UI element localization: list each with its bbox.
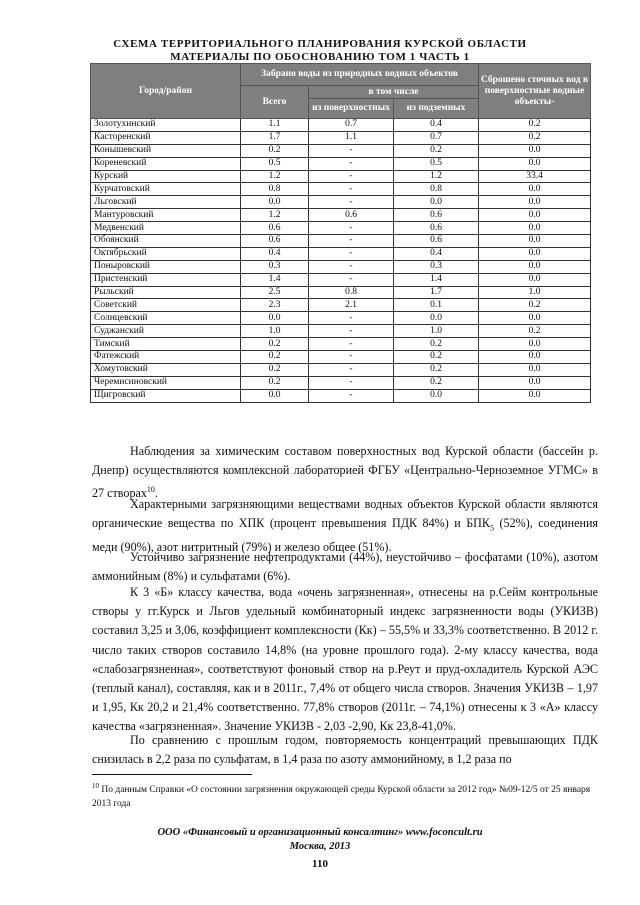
table-row <box>91 273 591 286</box>
cell-total: 0.5 <box>241 157 309 170</box>
cell-dumped: 0.0 <box>479 260 591 273</box>
paragraph-4: К 3 «Б» классу качества, вода «очень загрязненная», отнесены на р.Сейм контрольные створы у гг.Курск и Льгов удельный комбинаторный индекс загрязненности воды (УКИЗВ) составил 3,25 и 3,06, коэффициент комплексности (Кк) – 55,5% и 33,3% соответственно. В 2012 г. число таких створов составило 14,8% (на уровне прошлого года). 2-му классу качества, вода «слабозагрязненная», соответствуют фоновый створ на р.Реут и пруд-охладитель Курской АЭС (теплый канал), составляя, как и в 2011г., 7,4% от общего числа створов. Значения УКИЗВ – 1,97 и 1,95, Кк 20,2 и 21,4% соответственно. 77,8% створов (2011г. – 74,1%) отнесены к 3 «А» классу качества «загрязненная». Значение УКИЗВ - 2,03 -2,90, Кк 23,8-41,0%. <box>92 585 598 734</box>
cell-underground: 0.3 <box>394 260 479 273</box>
cell-total: 1.2 <box>241 209 309 222</box>
cell-underground: 0.6 <box>394 209 479 222</box>
table-row <box>91 222 591 235</box>
table-row <box>91 247 591 260</box>
cell-total: 0.0 <box>241 389 309 402</box>
table-row <box>91 325 591 338</box>
cell-underground: 0.4 <box>394 119 479 132</box>
table-row <box>91 209 591 222</box>
cell-underground: 1.7 <box>394 286 479 299</box>
cell-city: Льговский <box>91 196 241 209</box>
cell-total: 0.4 <box>241 247 309 260</box>
cell-dumped: 33.4 <box>479 170 591 183</box>
cell-surface: - <box>309 235 394 248</box>
cell-total: 1.0 <box>241 325 309 338</box>
cell-total: 2.5 <box>241 286 309 299</box>
cell-total: 0.6 <box>241 235 309 248</box>
cell-city: Касторенский <box>91 131 241 144</box>
cell-underground: 0.7 <box>394 131 479 144</box>
table-row <box>91 351 591 364</box>
cell-dumped: 0.0 <box>479 312 591 325</box>
cell-total: 1.7 <box>241 131 309 144</box>
col-header-city: Город/район <box>91 64 241 119</box>
cell-surface: - <box>309 351 394 364</box>
table-row <box>91 376 591 389</box>
cell-surface: - <box>309 376 394 389</box>
col-header-surface: из поверхностных <box>309 99 394 119</box>
cell-surface: - <box>309 196 394 209</box>
cell-city: Мантуровский <box>91 209 241 222</box>
cell-city: Курский <box>91 170 241 183</box>
table-row <box>91 119 591 132</box>
cell-surface: 0.8 <box>309 286 394 299</box>
cell-total: 2.3 <box>241 299 309 312</box>
cell-total: 0.2 <box>241 363 309 376</box>
cell-underground: 1.0 <box>394 325 479 338</box>
cell-city: Медвенский <box>91 222 241 235</box>
table-row <box>91 183 591 196</box>
cell-dumped: 0.0 <box>479 338 591 351</box>
table-row <box>91 312 591 325</box>
cell-dumped: 0.0 <box>479 235 591 248</box>
cell-surface: - <box>309 312 394 325</box>
paragraph-3: Устойчиво загрязнение нефтепродуктами (44%), неустойчиво – фосфатами (10%), азотом аммонийным (8%) и сульфатами (6%). <box>92 550 598 584</box>
cell-dumped: 0.0 <box>479 144 591 157</box>
table-row <box>91 144 591 157</box>
footer-company: ООО «Финансовый и организационный консалтинг» www.foconcult.ru <box>157 827 483 838</box>
footer-city-year: Москва, 2013 <box>289 841 351 852</box>
cell-dumped: 0.0 <box>479 222 591 235</box>
table-row <box>91 389 591 402</box>
cell-underground: 0.2 <box>394 338 479 351</box>
col-header-including: в том числе <box>309 86 479 99</box>
cell-city: Пристенский <box>91 273 241 286</box>
cell-underground: 1.2 <box>394 170 479 183</box>
water-usage-table <box>90 63 591 403</box>
table-row <box>91 196 591 209</box>
cell-dumped: 0.0 <box>479 247 591 260</box>
cell-total: 0.8 <box>241 183 309 196</box>
cell-city: Фатежский <box>91 351 241 364</box>
cell-dumped: 1.0 <box>479 286 591 299</box>
footnote-separator <box>92 774 252 775</box>
document-header-subtitle: МАТЕРИАЛЫ ПО ОБОСНОВАНИЮ ТОМ 1 ЧАСТЬ 1 <box>170 51 470 63</box>
cell-surface: - <box>309 144 394 157</box>
cell-underground: 0.5 <box>394 157 479 170</box>
col-header-underground: из подземных <box>394 99 479 119</box>
cell-underground: 0.1 <box>394 299 479 312</box>
page-number: 110 <box>312 858 328 870</box>
cell-underground: 0.6 <box>394 235 479 248</box>
cell-dumped: 0.0 <box>479 157 591 170</box>
table-row <box>91 131 591 144</box>
paragraph-1: Наблюдения за химическим составом поверхностных вод Курской области (бассейн р. Днепр) осуществляются комплексной лабораторией ФГБУ «Центрально-Черноземное УГМС» в 27 створах$^{10}$. <box>92 444 598 501</box>
cell-dumped: 0.0 <box>479 351 591 364</box>
cell-dumped: 0.0 <box>479 363 591 376</box>
cell-city: Октябрьский <box>91 247 241 260</box>
cell-surface: - <box>309 389 394 402</box>
cell-underground: 0.2 <box>394 351 479 364</box>
cell-surface: 2.1 <box>309 299 394 312</box>
cell-surface: - <box>309 247 394 260</box>
col-header-total: Всего <box>241 86 309 119</box>
paragraph-5: По сравнению с прошлым годом, повторяемость концентраций превышающих ПДК снизилась в 2,2 раза по сульфатам, в 1,4 раза по азоту аммонийному, в 1,2 раза по <box>92 733 598 767</box>
cell-city: Рыльский <box>91 286 241 299</box>
table-row <box>91 286 591 299</box>
table-row <box>91 260 591 273</box>
cell-city: Щигровский <box>91 389 241 402</box>
cell-dumped: 0.0 <box>479 209 591 222</box>
cell-total: 1.4 <box>241 273 309 286</box>
col-header-dumped: Сброшено сточных вод в поверхностные водные объекты- <box>479 64 591 119</box>
cell-underground: 0.2 <box>394 376 479 389</box>
cell-underground: 0.6 <box>394 222 479 235</box>
cell-city: Золотухинский <box>91 119 241 132</box>
cell-total: 0.2 <box>241 338 309 351</box>
cell-underground: 0.4 <box>394 247 479 260</box>
cell-surface: - <box>309 170 394 183</box>
cell-underground: 0.0 <box>394 312 479 325</box>
cell-dumped: 0.2 <box>479 131 591 144</box>
cell-total: 0.2 <box>241 144 309 157</box>
cell-surface: - <box>309 260 394 273</box>
cell-surface: - <box>309 157 394 170</box>
paragraph-2: Характерными загрязняющими веществами водных объектов Курской области являются органические вещества по ХПК (процент превышения ПДК 84%) и $БПК_5$ (52%), соединения меди (90%), азот нитритный (79%) и железо общее (51%). <box>92 497 598 554</box>
cell-underground: 0.0 <box>394 389 479 402</box>
cell-dumped: 0.0 <box>479 389 591 402</box>
cell-underground: 1.4 <box>394 273 479 286</box>
cell-dumped: 0.0 <box>479 196 591 209</box>
cell-city: Кореневский <box>91 157 241 170</box>
cell-total: 0.2 <box>241 376 309 389</box>
cell-underground: 0.2 <box>394 144 479 157</box>
cell-surface: - <box>309 325 394 338</box>
footnote: $^{10}$ По данным Справки «О состоянии загрязнения окружающей среды Курской области за 2012 год» №09-12/5 от 25 января 2013 года <box>92 782 591 810</box>
cell-city: Суджанский <box>91 325 241 338</box>
cell-city: Солнцевский <box>91 312 241 325</box>
table-row <box>91 363 591 376</box>
document-header-title: СХЕМА ТЕРРИТОРИАЛЬНОГО ПЛАНИРОВАНИЯ КУРСКОЙ ОБЛАСТИ <box>113 38 527 50</box>
table-row <box>91 338 591 351</box>
cell-underground: 0.2 <box>394 363 479 376</box>
cell-dumped: 0.0 <box>479 273 591 286</box>
cell-total: 0.3 <box>241 260 309 273</box>
cell-surface: - <box>309 222 394 235</box>
cell-total: 0.6 <box>241 222 309 235</box>
cell-city: Поныровский <box>91 260 241 273</box>
cell-city: Хомутовский <box>91 363 241 376</box>
cell-surface: 0.7 <box>309 119 394 132</box>
cell-city: Курчатовский <box>91 183 241 196</box>
cell-dumped: 0.2 <box>479 119 591 132</box>
cell-city: Черемисиновский <box>91 376 241 389</box>
col-header-taken: Забрано воды из природных водных объектов <box>241 64 479 86</box>
cell-dumped: 0.2 <box>479 299 591 312</box>
cell-total: 0.0 <box>241 312 309 325</box>
cell-surface: - <box>309 338 394 351</box>
cell-city: Советский <box>91 299 241 312</box>
cell-total: 1.1 <box>241 119 309 132</box>
table-row <box>91 235 591 248</box>
cell-total: 0.2 <box>241 351 309 364</box>
cell-surface: 1.1 <box>309 131 394 144</box>
cell-surface: - <box>309 183 394 196</box>
cell-surface: 0.6 <box>309 209 394 222</box>
cell-city: Обоянский <box>91 235 241 248</box>
table-row <box>91 299 591 312</box>
cell-dumped: 0.0 <box>479 183 591 196</box>
cell-dumped: 0.0 <box>479 376 591 389</box>
table-row <box>91 170 591 183</box>
cell-total: 0.0 <box>241 196 309 209</box>
cell-dumped: 0.2 <box>479 325 591 338</box>
cell-city: Тимский <box>91 338 241 351</box>
cell-underground: 0.8 <box>394 183 479 196</box>
cell-city: Конышевский <box>91 144 241 157</box>
table-row <box>91 157 591 170</box>
cell-total: 1.2 <box>241 170 309 183</box>
cell-underground: 0.0 <box>394 196 479 209</box>
cell-surface: - <box>309 363 394 376</box>
cell-surface: - <box>309 273 394 286</box>
